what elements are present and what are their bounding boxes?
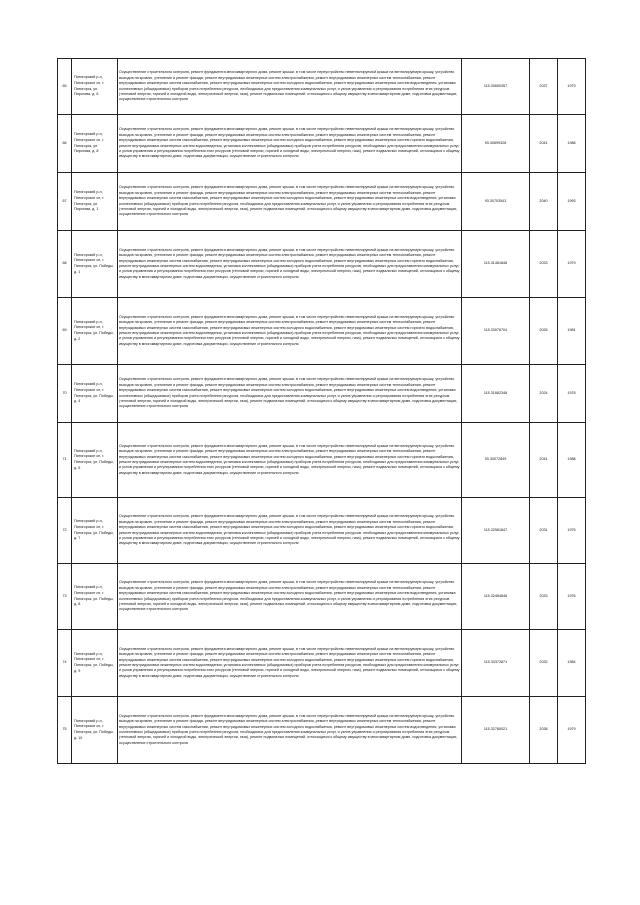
address: Пятигорский р-н, Пятигорское сп, г. Пятигорск, ул. Победы, д. 7 bbox=[72, 498, 118, 564]
planned-year: 2033 bbox=[530, 231, 558, 298]
table-row bbox=[58, 298, 586, 365]
row-number: 73 bbox=[58, 564, 72, 630]
works-description: Осуществление строительного контроля, ремонт фундамента многоквартирного дома, ремонт крыши, в том числе переустройство невентилируемой крыши на вентилируемую крышу, устройство выходов на кровлю, утепление и ремонт фасада, ремонт внутридомовых инженерных систем электроснабжения, ремонт внутридомовых инженерных систем теплоснабжения, ремонт внутридомовых инженерных систем газоснабжения, ремонт внутридомовых инженерных систем холодного водоснабжения, ремонт внутридомовых инженерных систем водоотведения, установка коллективных (общедомовых) приборов учета потребления ресурсов, необходимых для предоставления коммунальных услуг, и узлов управления и регулирования потребления этих ресурсов (тепловой энергии, горячей и холодной воды, электрической энергии, газа), ремонт подвальных помещений, относящихся к общему имуществу в многоквартирном доме, подготовка документации, осуществление строительного контроля bbox=[118, 173, 462, 231]
works-description: Осуществление строительного контроля, ремонт фундамента многоквартирного дома, ремонт крыши, в том числе переустройство невентилируемой крыши на вентилируемую крышу, устройство выходов на кровлю, утепление и ремонт фасада, ремонт внутридомовых инженерных систем электроснабжения, ремонт внутридомовых инженерных систем теплоснабжения, ремонт внутридомовых инженерных систем газоснабжения, ремонт внутридомовых инженерных систем холодного водоснабжения, ремонт внутридомовых инженерных систем горячего водоснабжения, ремонт внутридомовых инженерных систем водоотведения, установка коллективных (общедомовых) приборов учета потребления ресурсов, необходимых для предоставления коммунальных услуг, и узлов управления и регулирования потребления этих ресурсов (тепловой энергии, горячей и холодной воды, электрической энергии, газа), ремонт подвальных помещений, относящихся к общему имуществу в многоквартирном доме, подготовка документации, осуществление строительного контроля bbox=[118, 630, 462, 697]
planned-year: 2031 bbox=[530, 498, 558, 564]
address: Пятигорский р-н, Пятигорское сп, г. Пятигорск, ул. Победы, д. 2 bbox=[72, 298, 118, 365]
cost-value: 93.30699328 bbox=[462, 115, 530, 173]
build-year: 1988 bbox=[558, 115, 586, 173]
cost-value: 115.32581847 bbox=[462, 498, 530, 564]
cost-value: 115.31682348 bbox=[462, 365, 530, 423]
table-row bbox=[58, 697, 586, 764]
cost-value: 115.32484846 bbox=[462, 564, 530, 630]
planned-year: 2024 bbox=[530, 365, 558, 423]
works-description: Осуществление строительного контроля, ремонт фундамента многоквартирного дома, ремонт крыши, в том числе переустройство невентилируемой крыши на вентилируемую крышу, устройство выходов на кровлю, утепление и ремонт фасада, ремонт внутридомовых инженерных систем электроснабжения, ремонт внутридомовых инженерных систем теплоснабжения, ремонт внутридомовых инженерных систем газоснабжения, ремонт внутридомовых инженерных систем холодного водоснабжения, ремонт внутридомовых инженерных систем горячего водоснабжения, ремонт внутридомовых инженерных систем водоотведения, установка коллективных (общедомовых) приборов учета потребления ресурсов, необходимых для предоставления коммунальных услуг, и узлов управления и регулирования потребления этих ресурсов (тепловой энергии, горячей и холодной воды, электрической энергии, газа), ремонт подвальных помещений, относящихся к общему имуществу в многоквартирном доме, подготовка документации, осуществление строительного контроля bbox=[118, 231, 462, 298]
build-year: 1993 bbox=[558, 173, 586, 231]
planned-year: 2040 bbox=[530, 173, 558, 231]
table-row bbox=[58, 564, 586, 630]
build-year: 1981 bbox=[558, 298, 586, 365]
planned-year: 2026 bbox=[530, 298, 558, 365]
row-number: 74 bbox=[58, 630, 72, 697]
build-year: 1975 bbox=[558, 498, 586, 564]
cost-value: 93.30072849 bbox=[462, 423, 530, 498]
address: Пятигорский р-н, Пятигорское сп, г. Пятигорск, ул. Победы, д. 9 bbox=[72, 630, 118, 697]
works-description: Осуществление строительного контроля, ремонт фундамента многоквартирного дома, ремонт крыши, в том числе переустройство невентилируемой крыши на вентилируемую крышу, устройство выходов на кровлю, утепление и ремонт фасада, ремонт внутридомовых инженерных систем электроснабжения, ремонт внутридомовых инженерных систем теплоснабжения, ремонт внутридомовых инженерных систем газоснабжения, ремонт внутридомовых инженерных систем холодного водоснабжения, ремонт внутридомовых инженерных систем горячего водоснабжения, ремонт внутридомовых инженерных систем водоотведения, установка коллективных (общедомовых) приборов учета потребления ресурсов, необходимых для предоставления коммунальных услуг, и узлов управления и регулирования потребления этих ресурсов (тепловой энергии, горячей и холодной воды, электрической энергии, газа), ремонт подвальных помещений, относящихся к общему имуществу в многоквартирном доме, подготовка документации, осуществление строительного контроля bbox=[118, 298, 462, 365]
works-description: Осуществление строительного контроля, ремонт фундамента многоквартирного дома, ремонт крыши, в том числе переустройство невентилируемой крыши на вентилируемую крышу, устройство выходов на кровлю, утепление и ремонт фасада, ремонт внутридомовых инженерных систем электроснабжения, ремонт внутридомовых инженерных систем теплоснабжения, ремонт внутридомовых инженерных систем газоснабжения, ремонт внутридомовых инженерных систем холодного водоснабжения, ремонт внутридомовых инженерных систем водоотведения, установка коллективных (общедомовых) приборов учета потребления ресурсов, необходимых для предоставления коммунальных услуг, и узлов управления и регулирования потребления этих ресурсов (тепловой энергии, горячей и холодной воды, электрической энергии, газа), ремонт подвальных помещений, относящихся к общему имуществу в многоквартирном доме, подготовка документации, осуществление строительного контроля bbox=[118, 59, 462, 115]
address: Пятигорский р-н, Пятигорское сп, г. Пятигорск, ул. Пирогова, д. 6 bbox=[72, 59, 118, 115]
build-year: 1976 bbox=[558, 564, 586, 630]
address: Пятигорский р-н, Пятигорское сп, г. Пятигорск, ул. Пирогова, д. 8 bbox=[72, 115, 118, 173]
row-number: 68 bbox=[58, 231, 72, 298]
address: Пятигорский р-н, Пятигорское сп, г. Пятигорск, ул. Победы, д. 10 bbox=[72, 697, 118, 764]
cost-value: 115.31481848 bbox=[462, 231, 530, 298]
row-number: 71 bbox=[58, 423, 72, 498]
address: Пятигорский р-н, Пятигорское сп, г. Пятигорск, ул. Победы, д. 4 bbox=[72, 365, 118, 423]
works-description: Осуществление строительного контроля, ремонт фундамента многоквартирного дома, ремонт крыши, в том числе переустройство невентилируемой крыши на вентилируемую крышу, устройство выходов на кровлю, утепление и ремонт фасада, ремонт внутридомовых инженерных систем электроснабжения, ремонт внутридомовых инженерных систем теплоснабжения, ремонт внутридомовых инженерных систем газоснабжения, ремонт внутридомовых инженерных систем холодного водоснабжения, ремонт внутридомовых инженерных систем водоотведения, установка коллективных (общедомовых) приборов учета потребления ресурсов, необходимых для предоставления коммунальных услуг, и узлов управления и регулирования потребления этих ресурсов (тепловой энергии, горячей и холодной воды, электрической энергии, газа), ремонт подвальных помещений, относящихся к общему имуществу в многоквартирном доме, подготовка документации, осуществление строительного контроля bbox=[118, 697, 462, 764]
cost-value: 115.33372871 bbox=[462, 630, 530, 697]
works-description: Осуществление строительного контроля, ремонт фундамента многоквартирного дома, ремонт крыши, в том числе переустройство невентилируемой крыши на вентилируемую крышу, устройство выходов на кровлю, утепление и ремонт фасада, ремонт внутридомовых инженерных систем электроснабжения, ремонт внутридомовых инженерных систем теплоснабжения, ремонт внутридомовых инженерных систем газоснабжения, ремонт внутридомовых инженерных систем холодного водоснабжения, ремонт внутридомовых инженерных систем водоотведения, установка коллективных (общедомовых) приборов учета потребления ресурсов, необходимых для предоставления коммунальных услуг, и узлов управления и регулирования потребления этих ресурсов (тепловой энергии, горячей и холодной воды, электрической энергии, газа), ремонт подвальных помещений, относящихся к общему имуществу в многоквартирном доме, подготовка документации, осуществление строительного контроля bbox=[118, 564, 462, 630]
planned-year: 2037 bbox=[530, 59, 558, 115]
address: Пятигорский р-н, Пятигорское сп, г. Пятигорск, ул. Победы, д. 5 bbox=[72, 423, 118, 498]
table-row bbox=[58, 365, 586, 423]
address: Пятигорский р-н, Пятигорское сп, г. Пятигорск, ул. Победы, д. 1 bbox=[72, 231, 118, 298]
capital-repair-table bbox=[57, 58, 586, 764]
planned-year: 2032 bbox=[530, 630, 558, 697]
build-year: 1984 bbox=[558, 630, 586, 697]
row-number: 69 bbox=[58, 298, 72, 365]
works-description: Осуществление строительного контроля, ремонт фундамента многоквартирного дома, ремонт крыши, в том числе переустройство невентилируемой крыши на вентилируемую крышу, устройство выходов на кровлю, утепление и ремонт фасада, ремонт внутридомовых инженерных систем электроснабжения, ремонт внутридомовых инженерных систем теплоснабжения, ремонт внутридомовых инженерных систем газоснабжения, ремонт внутридомовых инженерных систем холодного водоснабжения, ремонт внутридомовых инженерных систем горячего водоснабжения, ремонт внутридомовых инженерных систем водоотведения, установка коллективных (общедомовых) приборов учета потребления ресурсов, необходимых для предоставления коммунальных услуг, и узлов управления и регулирования потребления этих ресурсов (тепловой энергии, горячей и холодной воды, электрической энергии, газа), ремонт подвальных помещений, относящихся к общему имуществу в многоквартирном доме, подготовка документации, осуществление строительного контроля bbox=[118, 423, 462, 498]
planned-year: 2038 bbox=[530, 697, 558, 764]
row-number: 72 bbox=[58, 498, 72, 564]
build-year: 1978 bbox=[558, 365, 586, 423]
planned-year: 2033 bbox=[530, 564, 558, 630]
row-number: 75 bbox=[58, 697, 72, 764]
works-description: Осуществление строительного контроля, ремонт фундамента многоквартирного дома, ремонт крыши, в том числе переустройство невентилируемой крыши на вентилируемую крышу, устройство выходов на кровлю, утепление и ремонт фасада, ремонт внутридомовых инженерных систем электроснабжения, ремонт внутридомовых инженерных систем теплоснабжения, ремонт внутридомовых инженерных систем газоснабжения, ремонт внутридомовых инженерных систем холодного водоснабжения, ремонт внутридомовых инженерных систем горячего водоснабжения, ремонт внутридомовых инженерных систем водоотведения, установка коллективных (общедомовых) приборов учета потребления ресурсов, необходимых для предоставления коммунальных услуг, и узлов управления и регулирования потребления этих ресурсов (тепловой энергии, горячей и холодной воды, электрической энергии, газа), ремонт подвальных помещений, относящихся к общему имуществу в многоквартирном доме, подготовка документации, осуществление строительного контроля bbox=[118, 498, 462, 564]
table-row bbox=[58, 231, 586, 298]
cost-value: 115.30650357 bbox=[462, 59, 530, 115]
table-row bbox=[58, 115, 586, 173]
build-year: 1979 bbox=[558, 59, 586, 115]
table-row bbox=[58, 423, 586, 498]
table-row bbox=[58, 59, 586, 115]
address: Пятигорский р-н, Пятигорское сп, г. Пятигорск, ул. Пирогова, д. 1 bbox=[72, 173, 118, 231]
table-row bbox=[58, 630, 586, 697]
build-year: 1979 bbox=[558, 231, 586, 298]
works-description: Осуществление строительного контроля, ремонт фундамента многоквартирного дома, ремонт крыши, в том числе переустройство невентилируемой крыши на вентилируемую крышу, устройство выходов на кровлю, утепление и ремонт фасада, ремонт внутридомовых инженерных систем электроснабжения, ремонт внутридомовых инженерных систем теплоснабжения, ремонт внутридомовых инженерных систем газоснабжения, ремонт внутридомовых инженерных систем холодного водоснабжения, ремонт внутридомовых инженерных систем водоотведения, установка коллективных (общедомовых) приборов учета потребления ресурсов, необходимых для предоставления коммунальных услуг, и узлов управления и регулирования потребления этих ресурсов (тепловой энергии, горячей и холодной воды, электрической энергии, газа), ремонт подвальных помещений, относящихся к общему имуществу в многоквартирном доме, подготовка документации, осуществление строительного контроля bbox=[118, 365, 462, 423]
row-number: 65 bbox=[58, 59, 72, 115]
planned-year: 2041 bbox=[530, 115, 558, 173]
build-year: 1988 bbox=[558, 423, 586, 498]
row-number: 66 bbox=[58, 115, 72, 173]
cost-value: 93.30703543 bbox=[462, 173, 530, 231]
row-number: 70 bbox=[58, 365, 72, 423]
cost-value: 115.33076704 bbox=[462, 298, 530, 365]
works-description: Осуществление строительного контроля, ремонт фундамента многоквартирного дома, ремонт крыши, в том числе переустройство невентилируемой крыши на вентилируемую крышу, устройство выходов на кровлю, утепление и ремонт фасада, ремонт внутридомовых инженерных систем электроснабжения, ремонт внутридомовых инженерных систем теплоснабжения, ремонт внутридомовых инженерных систем газоснабжения, ремонт внутридомовых инженерных систем холодного водоснабжения, ремонт внутридомовых инженерных систем горячего водоснабжения, ремонт внутридомовых инженерных систем водоотведения, установка коллективных (общедомовых) приборов учета потребления ресурсов, необходимых для предоставления коммунальных услуг, и узлов управления и регулирования потребления этих ресурсов (тепловой энергии, горячей и холодной воды, электрической энергии, газа), ремонт подвальных помещений, относящихся к общему имуществу в многоквартирном доме, подготовка документации, осуществление строительного контроля bbox=[118, 115, 462, 173]
address: Пятигорский р-н, Пятигорское сп, г. Пятигорск, ул. Победы, д. 8 bbox=[72, 564, 118, 630]
table-row bbox=[58, 498, 586, 564]
planned-year: 2041 bbox=[530, 423, 558, 498]
row-number: 67 bbox=[58, 173, 72, 231]
cost-value: 115.32780021 bbox=[462, 697, 530, 764]
build-year: 1979 bbox=[558, 697, 586, 764]
table-row bbox=[58, 173, 586, 231]
